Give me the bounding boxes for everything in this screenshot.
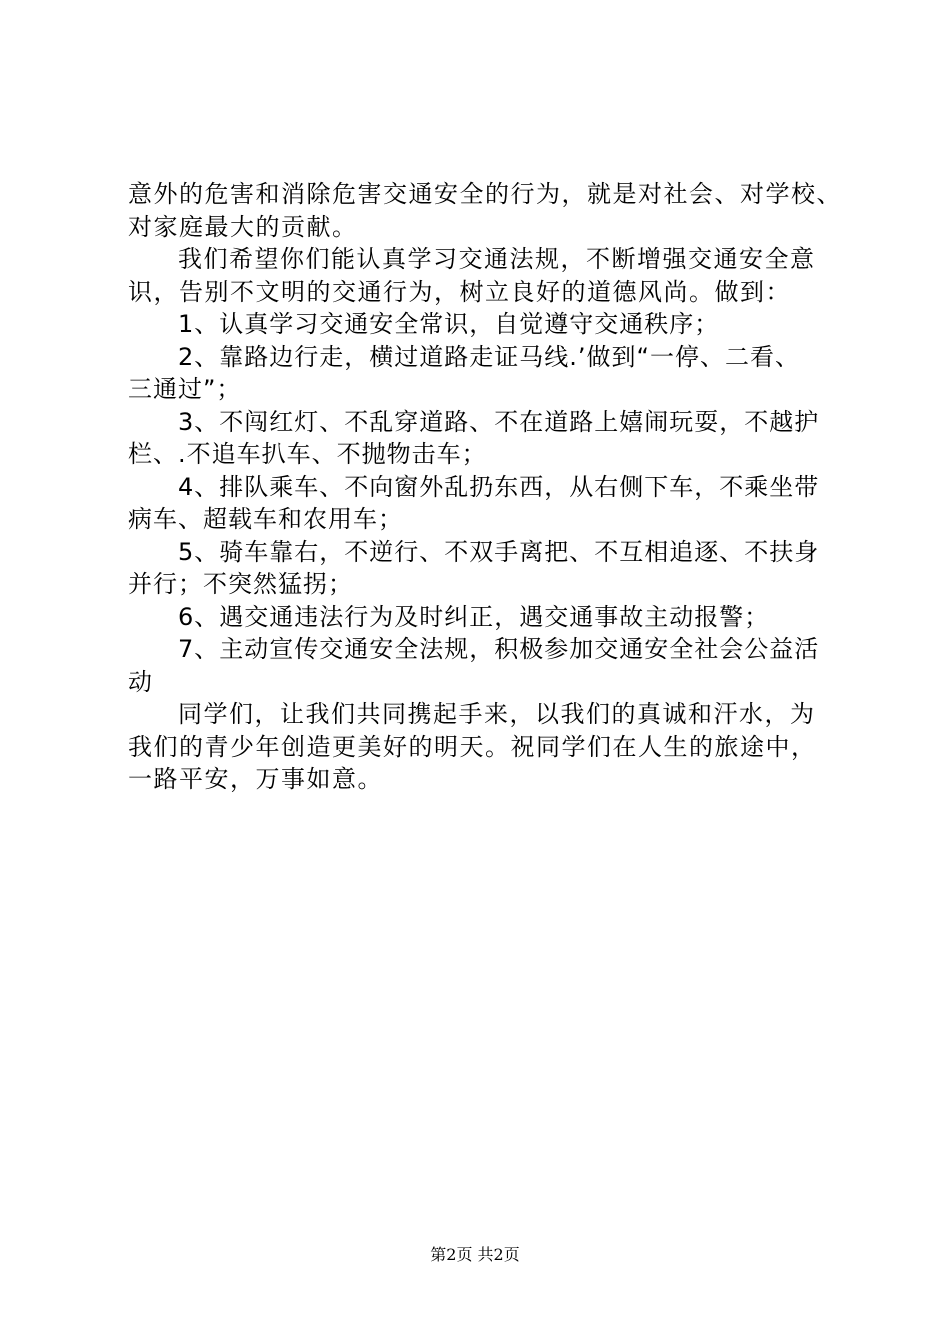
document-body <box>128 178 842 796</box>
list-item: 1、认真学习交通安全常识，自觉遵守交通秩序； <box>178 310 720 338</box>
list-item: 6、遇交通违法行为及时纠正，遇交通事故主动报警； <box>178 602 770 631</box>
paragraph-line: 同学们，让我们共同携起手来，以我们的真诚和汗水，为 <box>178 700 816 728</box>
list-item: 4、排队乘车、不向窗外乱扔东西，从右侧下车，不乘坐带 <box>178 472 820 501</box>
list-item-continuation: 动 <box>128 667 153 696</box>
list-item-continuation: 三通过”； <box>128 375 242 403</box>
body-line: 对家庭最大的贡献。 <box>128 212 358 241</box>
list-item: 2、靠路边行走，横过道路走证马线.’做到“一停、二看、 <box>178 342 800 371</box>
list-item-continuation: 病车、超载车和农用车； <box>128 505 403 533</box>
body-line: 识，告别不文明的交通行为，树立良好的道德风尚。做到： <box>128 277 791 306</box>
list-item: 7、主动宣传交通安全法规，积极参加交通安全社会公益活 <box>178 635 820 663</box>
page-footer: 第2页 共2页 <box>430 1245 520 1264</box>
paragraph-line: 我们希望你们能认真学习交通法规，不断增强交通安全意 <box>178 245 816 273</box>
list-item-continuation: 并行；不突然猛拐； <box>128 570 353 598</box>
list-item-continuation: 栏、.不追车扒车、不抛物击车； <box>128 440 487 468</box>
body-line: 我们的青少年创造更美好的明天。祝同学们在人生的旅途中， <box>128 732 817 761</box>
list-item: 3、不闯红灯、不乱穿道路、不在道路上嬉闹玩耍，不越护 <box>178 407 820 436</box>
body-line: 意外的危害和消除危害交通安全的行为，就是对社会、对学校、 <box>128 180 842 208</box>
body-line: 一路平安，万事如意。 <box>128 765 383 793</box>
list-item: 5、骑车靠右，不逆行、不双手离把、不互相追逐、不扶身 <box>178 537 820 566</box>
